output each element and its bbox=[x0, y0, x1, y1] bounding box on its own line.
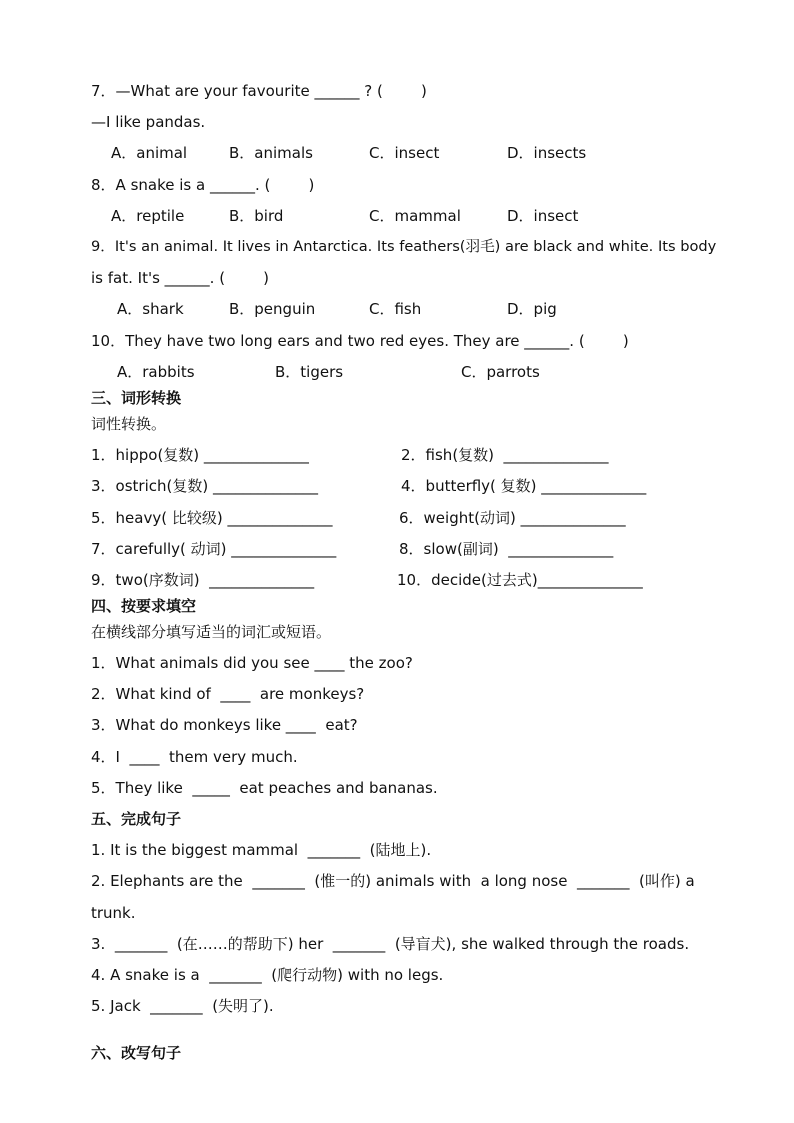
section4-item-1: 1．What animals did you see ____ the zoo? bbox=[91, 654, 413, 672]
section3-instruction: 词性转换。 bbox=[91, 415, 167, 433]
section5-item-4: 4. A snake is a _______ (爬行动物) with no legs. bbox=[91, 966, 444, 984]
section3-item-4: 4．butterfly( 复数) ______________ bbox=[401, 477, 647, 495]
section3-item-10: 10．decide(过去式)______________ bbox=[397, 571, 643, 589]
q10-stem: 10．They have two long ears and two red eyes. They are ______. ( ) bbox=[91, 332, 629, 350]
q9-option-d: D．pig bbox=[507, 300, 557, 318]
section4-item-5: 5．They like _____ eat peaches and bananas. bbox=[91, 779, 438, 797]
q10-option-b: B．tigers bbox=[275, 363, 344, 381]
section5-item-1: 1. It is the biggest mammal _______ (陆地上). bbox=[91, 841, 432, 859]
q7-option-b: B．animals bbox=[229, 144, 313, 162]
q7-reply: —I like pandas. bbox=[91, 113, 206, 131]
q7-stem: 7．—What are your favourite ______ ? ( ) bbox=[91, 82, 427, 100]
q9-option-b: B．penguin bbox=[229, 300, 316, 318]
section4-title: 四、按要求填空 bbox=[91, 597, 197, 615]
section3-item-7: 7．carefully( 动词) ______________ bbox=[91, 540, 337, 558]
q7-option-d: D．insects bbox=[507, 144, 587, 162]
q9-stem-line2: is fat. It's ______. ( ) bbox=[91, 269, 270, 287]
section3-item-1: 1．hippo(复数) ______________ bbox=[91, 446, 309, 464]
section4-item-3: 3．What do monkeys like ____ eat? bbox=[91, 716, 358, 734]
q9-option-a: A．shark bbox=[117, 300, 184, 318]
q9-option-c: C．fish bbox=[369, 300, 422, 318]
section5-item-2-continued: trunk. bbox=[91, 904, 136, 922]
q10-option-a: A．rabbits bbox=[117, 363, 195, 381]
section3-item-5: 5．heavy( 比较级) ______________ bbox=[91, 509, 333, 527]
section3-title: 三、词形转换 bbox=[91, 389, 182, 407]
section3-item-8: 8．slow(副词) ______________ bbox=[399, 540, 614, 558]
section3-item-2: 2．fish(复数) ______________ bbox=[401, 446, 609, 464]
q8-option-c: C．mammal bbox=[369, 207, 461, 225]
section4-item-4: 4．I ____ them very much. bbox=[91, 748, 298, 766]
q8-option-d: D．insect bbox=[507, 207, 579, 225]
q8-stem: 8．A snake is a ______. ( ) bbox=[91, 176, 315, 194]
q7-option-a: A．animal bbox=[111, 144, 188, 162]
section6-title: 六、改写句子 bbox=[91, 1044, 182, 1062]
section5-item-5: 5. Jack _______ (失明了). bbox=[91, 997, 274, 1015]
section3-item-6: 6．weight(动词) ______________ bbox=[399, 509, 626, 527]
q9-stem-line1: 9．It's an animal. It lives in Antarctica. Its feathers(羽毛) are black and white. Its body bbox=[91, 238, 717, 255]
q8-option-b: B．bird bbox=[229, 207, 284, 225]
section4-item-2: 2．What kind of ____ are monkeys? bbox=[91, 685, 365, 703]
section5-item-2: 2. Elephants are the _______ (惟一的) animals with a long nose _______ (叫作) a bbox=[91, 872, 695, 890]
q10-option-c: C．parrots bbox=[461, 363, 540, 381]
section3-item-9: 9．two(序数词) ______________ bbox=[91, 571, 315, 589]
q7-option-c: C．insect bbox=[369, 144, 440, 162]
section4-instruction: 在横线部分填写适当的词汇或短语。 bbox=[91, 623, 332, 641]
section3-item-3: 3．ostrich(复数) ______________ bbox=[91, 477, 318, 495]
section5-item-3: 3. _______ (在……的帮助下) her _______ (导盲犬), she walked through the roads. bbox=[91, 935, 690, 953]
q8-option-a: A．reptile bbox=[111, 207, 185, 225]
section5-title: 五、完成句子 bbox=[91, 810, 182, 828]
